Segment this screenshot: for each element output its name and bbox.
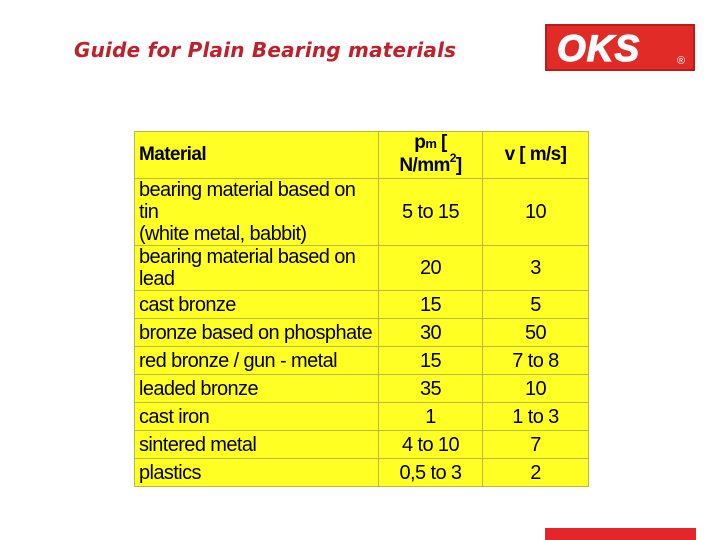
material-cell: red bronze / gun - metal bbox=[135, 347, 379, 375]
header-pressure-subscript: m bbox=[425, 136, 437, 151]
bearing-materials-table bbox=[134, 131, 589, 487]
material-cell: bronze based on phosphate bbox=[135, 319, 379, 347]
velocity-cell: 50 bbox=[483, 319, 589, 347]
table-row bbox=[135, 319, 589, 347]
material-cell: plastics bbox=[135, 459, 379, 487]
material-cell: cast bronze bbox=[135, 291, 379, 319]
header-pressure-unit: [ N/mm bbox=[399, 132, 450, 176]
velocity-cell: 3 bbox=[483, 246, 589, 291]
header-material: Material bbox=[135, 132, 379, 179]
pressure-cell: 20 bbox=[379, 246, 483, 291]
oks-logo bbox=[545, 24, 695, 71]
table-row bbox=[135, 291, 589, 319]
header-pressure-superscript: 2 bbox=[449, 151, 456, 165]
table-row bbox=[135, 403, 589, 431]
table-row bbox=[135, 431, 589, 459]
material-cell: cast iron bbox=[135, 403, 379, 431]
oks-logo-text: OKS bbox=[557, 28, 641, 69]
registered-mark: ® bbox=[677, 55, 686, 67]
velocity-cell: 7 to 8 bbox=[483, 347, 589, 375]
material-line: bearing material based on tin bbox=[139, 179, 356, 223]
table-row bbox=[135, 375, 589, 403]
velocity-cell: 1 to 3 bbox=[483, 403, 589, 431]
header-velocity: v [ m/s] bbox=[483, 132, 589, 179]
pressure-cell: 1 bbox=[379, 403, 483, 431]
pressure-cell: 4 to 10 bbox=[379, 431, 483, 459]
oks-logo-mark bbox=[547, 26, 693, 69]
slide-title: Guide for Plain Bearing materials bbox=[74, 38, 457, 62]
pressure-cell: 5 to 15 bbox=[379, 179, 483, 246]
velocity-cell: 10 bbox=[483, 179, 589, 246]
table-row bbox=[135, 347, 589, 375]
pressure-cell: 15 bbox=[379, 347, 483, 375]
velocity-cell: 7 bbox=[483, 431, 589, 459]
velocity-cell: 10 bbox=[483, 375, 589, 403]
material-cell: bearing material based on lead bbox=[135, 246, 379, 291]
bottom-accent-bar bbox=[545, 528, 696, 540]
material-cell: leaded bronze bbox=[135, 375, 379, 403]
pressure-cell: 30 bbox=[379, 319, 483, 347]
table-row bbox=[135, 459, 589, 487]
material-cell: sintered metal bbox=[135, 431, 379, 459]
pressure-cell: 0,5 to 3 bbox=[379, 459, 483, 487]
header-pressure bbox=[379, 132, 483, 179]
pressure-cell: 15 bbox=[379, 291, 483, 319]
material-cell bbox=[135, 179, 379, 246]
table-header-row bbox=[135, 132, 589, 179]
velocity-cell: 2 bbox=[483, 459, 589, 487]
table-row bbox=[135, 179, 589, 246]
table-row bbox=[135, 246, 589, 291]
pressure-cell: 35 bbox=[379, 375, 483, 403]
header-pressure-symbol: p bbox=[414, 132, 426, 153]
material-line: (white metal, babbit) bbox=[139, 223, 307, 245]
header-pressure-close: ] bbox=[455, 155, 462, 176]
velocity-cell: 5 bbox=[483, 291, 589, 319]
